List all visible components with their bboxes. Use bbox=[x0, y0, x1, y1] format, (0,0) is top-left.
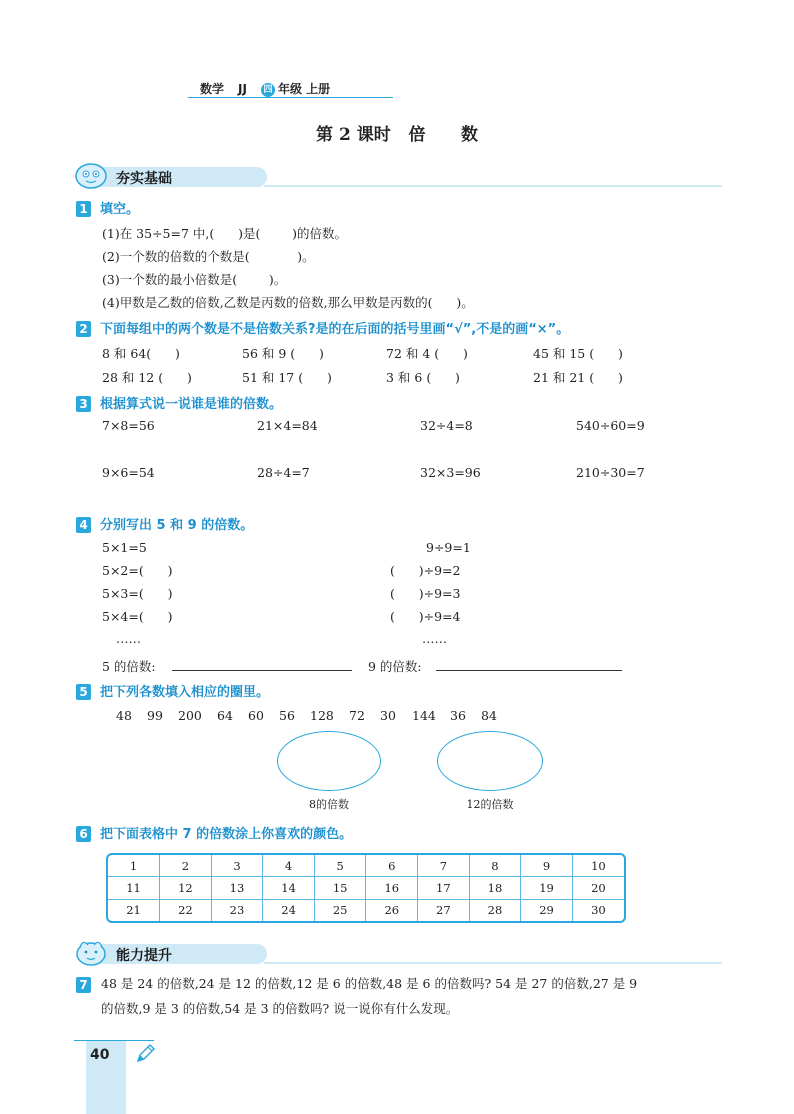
q3-equation: 7×8=56 bbox=[102, 418, 155, 433]
q5-number: 84 bbox=[481, 708, 497, 723]
q1-item-4: (4)甲数是乙数的倍数,乙数是丙数的倍数,那么甲数是丙数的( )。 bbox=[102, 295, 474, 310]
q3-equation: 210÷30=7 bbox=[576, 465, 645, 480]
q3-equation: 21×4=84 bbox=[257, 418, 318, 433]
number-cell[interactable]: 15 bbox=[314, 877, 366, 899]
q4-left-line: 5×1=5 bbox=[102, 540, 147, 555]
question-number: 2 bbox=[76, 321, 91, 337]
q4-right-line: ( )÷9=2 bbox=[390, 563, 461, 578]
page-number-divider bbox=[74, 1040, 154, 1041]
number-cell[interactable]: 26 bbox=[366, 899, 418, 921]
table-row bbox=[108, 899, 624, 921]
header-grade: 年级 bbox=[277, 82, 302, 96]
grade-badge: 四 bbox=[261, 83, 275, 97]
lesson-title: 第 2 课时 倍 数 bbox=[316, 125, 478, 145]
number-cell[interactable]: 12 bbox=[160, 877, 212, 899]
question-7 bbox=[76, 974, 100, 993]
question-title: 把下面表格中 7 的倍数涂上你喜欢的颜色。 bbox=[100, 827, 353, 842]
q7-line-1: 48 是 24 的倍数,24 是 12 的倍数,12 是 6 的倍数,48 是 6 的倍数吗? 54 是 27 的倍数,27 是 9 bbox=[101, 976, 638, 991]
q2-pair: 21 和 21 ( ) bbox=[533, 370, 623, 385]
number-cell[interactable]: 18 bbox=[469, 877, 521, 899]
q4-left-line: 5×3=( ) bbox=[102, 586, 173, 601]
q2-pair: 8 和 64( ) bbox=[102, 346, 180, 361]
number-cell[interactable]: 21 bbox=[108, 899, 160, 921]
question-title: 下面每组中的两个数是不是倍数关系?是的在后面的括号里画“√”,不是的画“×”。 bbox=[100, 322, 570, 337]
q5-number: 56 bbox=[279, 708, 295, 723]
number-cell[interactable]: 28 bbox=[469, 899, 521, 921]
q5-number: 72 bbox=[349, 708, 365, 723]
q3-equation: 28÷4=7 bbox=[257, 465, 310, 480]
question-2-header bbox=[76, 318, 569, 337]
q2-pair: 3 和 6 ( ) bbox=[386, 370, 460, 385]
circle-caption-12: 12的倍数 bbox=[466, 798, 514, 811]
q4-right-line: ( )÷9=3 bbox=[390, 586, 461, 601]
number-grid bbox=[106, 853, 626, 923]
q5-number: 64 bbox=[217, 708, 233, 723]
question-number: 6 bbox=[76, 826, 91, 842]
question-number: 7 bbox=[76, 977, 91, 993]
question-4-header bbox=[76, 514, 253, 533]
q5-number: 128 bbox=[310, 708, 334, 723]
circle-multiples-of-8[interactable] bbox=[277, 731, 381, 791]
number-cell[interactable]: 14 bbox=[263, 877, 315, 899]
q4-left-line: 5×4=( ) bbox=[102, 609, 173, 624]
number-cell[interactable]: 19 bbox=[521, 877, 573, 899]
question-number: 1 bbox=[76, 201, 91, 217]
q4-right-ellipsis: …… bbox=[422, 631, 447, 646]
q4-multiples-9-label: 9 的倍数: bbox=[368, 659, 422, 674]
question-1-header bbox=[76, 198, 139, 217]
q4-left-line: 5×2=( ) bbox=[102, 563, 173, 578]
q2-pair: 45 和 15 ( ) bbox=[533, 346, 623, 361]
number-cell[interactable]: 7 bbox=[418, 855, 470, 877]
question-title: 把下列各数填入相应的圈里。 bbox=[100, 685, 270, 700]
q5-number: 48 bbox=[116, 708, 132, 723]
q1-item-2: (2)一个数的倍数的个数是( )。 bbox=[102, 249, 315, 264]
question-title: 根据算式说一说谁是谁的倍数。 bbox=[100, 397, 283, 412]
number-cell[interactable]: 24 bbox=[263, 899, 315, 921]
number-cell[interactable]: 30 bbox=[572, 899, 624, 921]
question-number: 4 bbox=[76, 517, 91, 533]
section-title-advanced: 能力提升 bbox=[116, 948, 172, 964]
q5-number: 200 bbox=[178, 708, 202, 723]
number-cell[interactable]: 27 bbox=[418, 899, 470, 921]
q5-number: 99 bbox=[147, 708, 163, 723]
number-cell[interactable]: 1 bbox=[108, 855, 160, 877]
q5-number: 36 bbox=[450, 708, 466, 723]
q3-equation: 540÷60=9 bbox=[576, 418, 645, 433]
number-cell[interactable]: 16 bbox=[366, 877, 418, 899]
number-cell[interactable]: 9 bbox=[521, 855, 573, 877]
number-cell[interactable]: 11 bbox=[108, 877, 160, 899]
number-cell[interactable]: 13 bbox=[211, 877, 263, 899]
pencil-icon bbox=[134, 1043, 156, 1065]
page-number: 40 bbox=[90, 1047, 110, 1063]
q5-number: 60 bbox=[248, 708, 264, 723]
q1-item-3: (3)一个数的最小倍数是( )。 bbox=[102, 272, 287, 287]
question-title: 填空。 bbox=[100, 202, 140, 217]
section-title-basics: 夯实基础 bbox=[116, 171, 172, 187]
circle-caption-8: 8的倍数 bbox=[309, 798, 349, 811]
q2-pair: 72 和 4 ( ) bbox=[386, 346, 468, 361]
question-number: 3 bbox=[76, 396, 91, 412]
number-cell[interactable]: 6 bbox=[366, 855, 418, 877]
question-6-header bbox=[76, 823, 352, 842]
header-divider bbox=[188, 97, 393, 98]
question-5-header bbox=[76, 681, 269, 700]
page-header bbox=[200, 80, 330, 97]
q2-pair: 51 和 17 ( ) bbox=[242, 370, 332, 385]
answer-line-5[interactable] bbox=[172, 669, 352, 671]
section-banner-advanced bbox=[74, 942, 722, 964]
number-cell[interactable]: 22 bbox=[160, 899, 212, 921]
header-edition: JJ bbox=[238, 82, 247, 96]
section-banner-basics bbox=[74, 165, 722, 187]
number-cell[interactable]: 10 bbox=[572, 855, 624, 877]
q7-line-2: 的倍数,9 是 3 的倍数,54 是 3 的倍数吗? 说一说你有什么发现。 bbox=[101, 1001, 459, 1016]
q3-equation: 32÷4=8 bbox=[420, 418, 473, 433]
q2-pair: 28 和 12 ( ) bbox=[102, 370, 192, 385]
mascot-icon bbox=[74, 937, 108, 967]
number-cell[interactable]: 29 bbox=[521, 899, 573, 921]
q4-left-ellipsis: …… bbox=[116, 631, 141, 646]
header-volume: 上册 bbox=[306, 82, 331, 96]
q4-right-line: 9÷9=1 bbox=[426, 540, 471, 555]
question-3-header bbox=[76, 393, 282, 412]
number-cell[interactable]: 3 bbox=[211, 855, 263, 877]
number-cell[interactable]: 25 bbox=[314, 899, 366, 921]
question-title: 分别写出 5 和 9 的倍数。 bbox=[100, 518, 254, 533]
number-cell[interactable]: 4 bbox=[263, 855, 315, 877]
question-number: 5 bbox=[76, 684, 91, 700]
number-cell[interactable]: 17 bbox=[418, 877, 470, 899]
q5-number: 144 bbox=[412, 708, 436, 723]
number-cell[interactable]: 2 bbox=[160, 855, 212, 877]
number-cell[interactable]: 5 bbox=[314, 855, 366, 877]
q4-right-line: ( )÷9=4 bbox=[390, 609, 461, 624]
answer-line-9[interactable] bbox=[436, 669, 622, 671]
q3-equation: 9×6=54 bbox=[102, 465, 155, 480]
table-row bbox=[108, 855, 624, 877]
circle-multiples-of-12[interactable] bbox=[437, 731, 543, 791]
q3-equation: 32×3=96 bbox=[420, 465, 481, 480]
number-table bbox=[108, 855, 624, 921]
q5-number: 30 bbox=[380, 708, 396, 723]
number-cell[interactable]: 20 bbox=[572, 877, 624, 899]
q2-pair: 56 和 9 ( ) bbox=[242, 346, 324, 361]
header-subject: 数学 bbox=[200, 82, 225, 96]
q1-item-1: (1)在 35÷5=7 中,( )是( )的倍数。 bbox=[102, 226, 348, 241]
mascot-icon bbox=[74, 160, 108, 190]
table-row bbox=[108, 877, 624, 899]
number-cell[interactable]: 8 bbox=[469, 855, 521, 877]
q4-multiples-5-label: 5 的倍数: bbox=[102, 659, 156, 674]
number-cell[interactable]: 23 bbox=[211, 899, 263, 921]
